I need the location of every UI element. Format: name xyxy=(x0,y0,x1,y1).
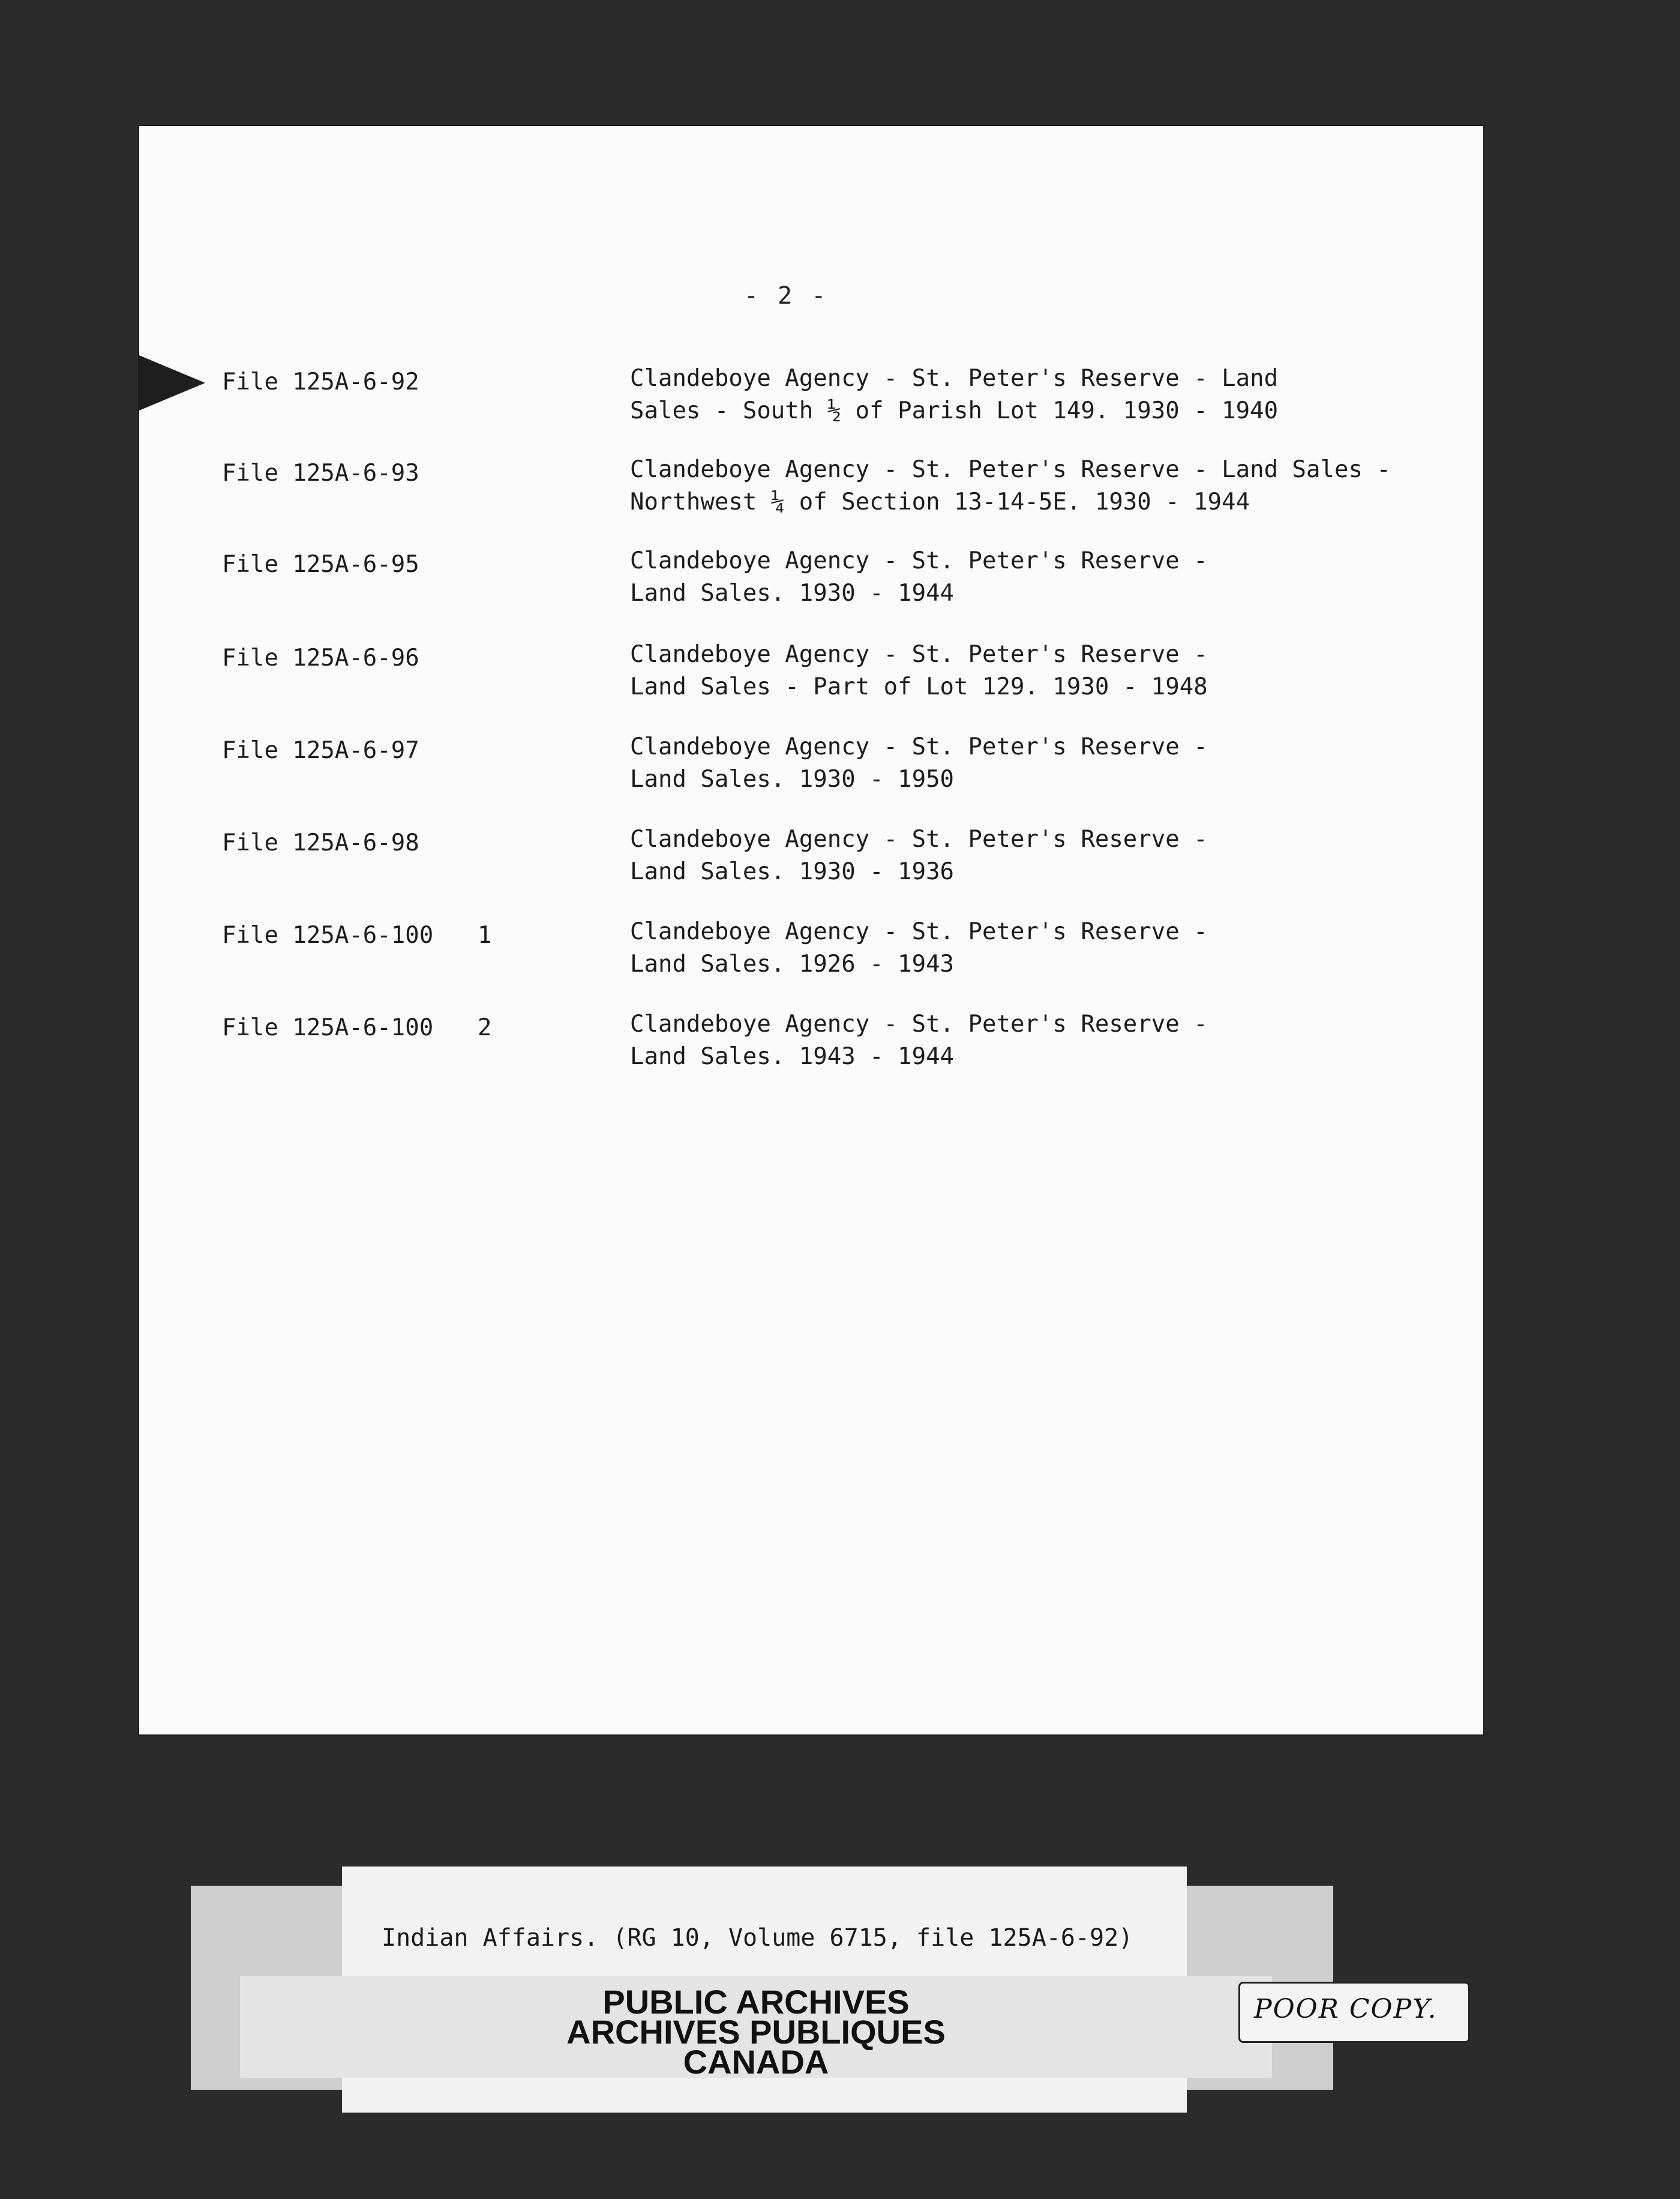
description-line: Clandeboye Agency - St. Peter's Reserve - xyxy=(630,1011,1208,1038)
description-line: Clandeboye Agency - St. Peter's Reserve - xyxy=(630,918,1208,945)
part-number: 2 xyxy=(478,1014,492,1041)
file-number: File 125A-6-100 xyxy=(222,922,434,949)
file-entry xyxy=(222,362,1422,435)
file-description xyxy=(630,731,1410,796)
file-description xyxy=(630,823,1410,888)
description-line: Clandeboye Agency - St. Peter's Reserve - Land xyxy=(630,365,1279,392)
file-entry xyxy=(222,545,1422,617)
description-line: Clandeboye Agency - St. Peter's Reserve - xyxy=(630,826,1208,853)
pointer-arrow-icon xyxy=(139,355,205,411)
file-entry xyxy=(222,731,1422,803)
file-number: File 125A-6-96 xyxy=(222,645,419,672)
part-number: 1 xyxy=(478,922,492,949)
archives-country: CANADA xyxy=(683,2043,829,2081)
description-line: Clandeboye Agency - St. Peter's Reserve - xyxy=(630,547,1208,574)
file-entry xyxy=(222,1008,1422,1080)
file-description xyxy=(630,362,1410,427)
archive-citation: Indian Affairs. (RG 10, Volume 6715, file 125A-6-92) xyxy=(382,1924,1133,1952)
poor-copy-text: POOR COPY. xyxy=(1254,1994,1438,2024)
file-number: File 125A-6-93 xyxy=(222,460,419,487)
description-line: Land Sales. 1930 - 1944 xyxy=(630,580,955,607)
file-number: File 125A-6-92 xyxy=(222,369,419,396)
file-number: File 125A-6-95 xyxy=(222,551,419,578)
file-entry xyxy=(222,823,1422,895)
description-line: Clandeboye Agency - St. Peter's Reserve - Land Sales - xyxy=(630,456,1391,483)
file-description xyxy=(630,639,1410,703)
file-description xyxy=(630,545,1410,610)
description-line: Land Sales. 1943 - 1944 xyxy=(630,1043,955,1070)
file-number: File 125A-6-97 xyxy=(222,737,419,764)
archives-name-fr: ARCHIVES PUBLIQUES xyxy=(566,2013,946,2051)
file-number: File 125A-6-98 xyxy=(222,829,419,856)
description-line: Land Sales. 1926 - 1943 xyxy=(630,951,955,978)
description-line: Land Sales - Part of Lot 129. 1930 - 1948 xyxy=(630,673,1208,700)
description-line: Clandeboye Agency - St. Peter's Reserve - xyxy=(630,733,1208,760)
file-number: File 125A-6-100 xyxy=(222,1014,434,1041)
description-line: Land Sales. 1930 - 1950 xyxy=(630,766,955,793)
description-line: Northwest ¼ of Section 13-14-5E. 1930 - 1944 xyxy=(630,489,1250,516)
file-description xyxy=(630,916,1410,981)
description-line: Clandeboye Agency - St. Peter's Reserve - xyxy=(630,641,1208,668)
description-line: Land Sales. 1930 - 1936 xyxy=(630,858,955,885)
description-line: Sales - South ½ of Parish Lot 149. 1930 - 1940 xyxy=(630,397,1279,424)
file-entry xyxy=(222,454,1422,526)
file-entry xyxy=(222,639,1422,711)
file-description xyxy=(630,1008,1410,1073)
archives-stamp xyxy=(240,1976,1272,2081)
page-number: - 2 - xyxy=(744,282,829,310)
archives-name-en: PUBLIC ARCHIVES xyxy=(602,1983,910,2021)
file-description xyxy=(630,454,1410,519)
file-entry xyxy=(222,916,1422,988)
